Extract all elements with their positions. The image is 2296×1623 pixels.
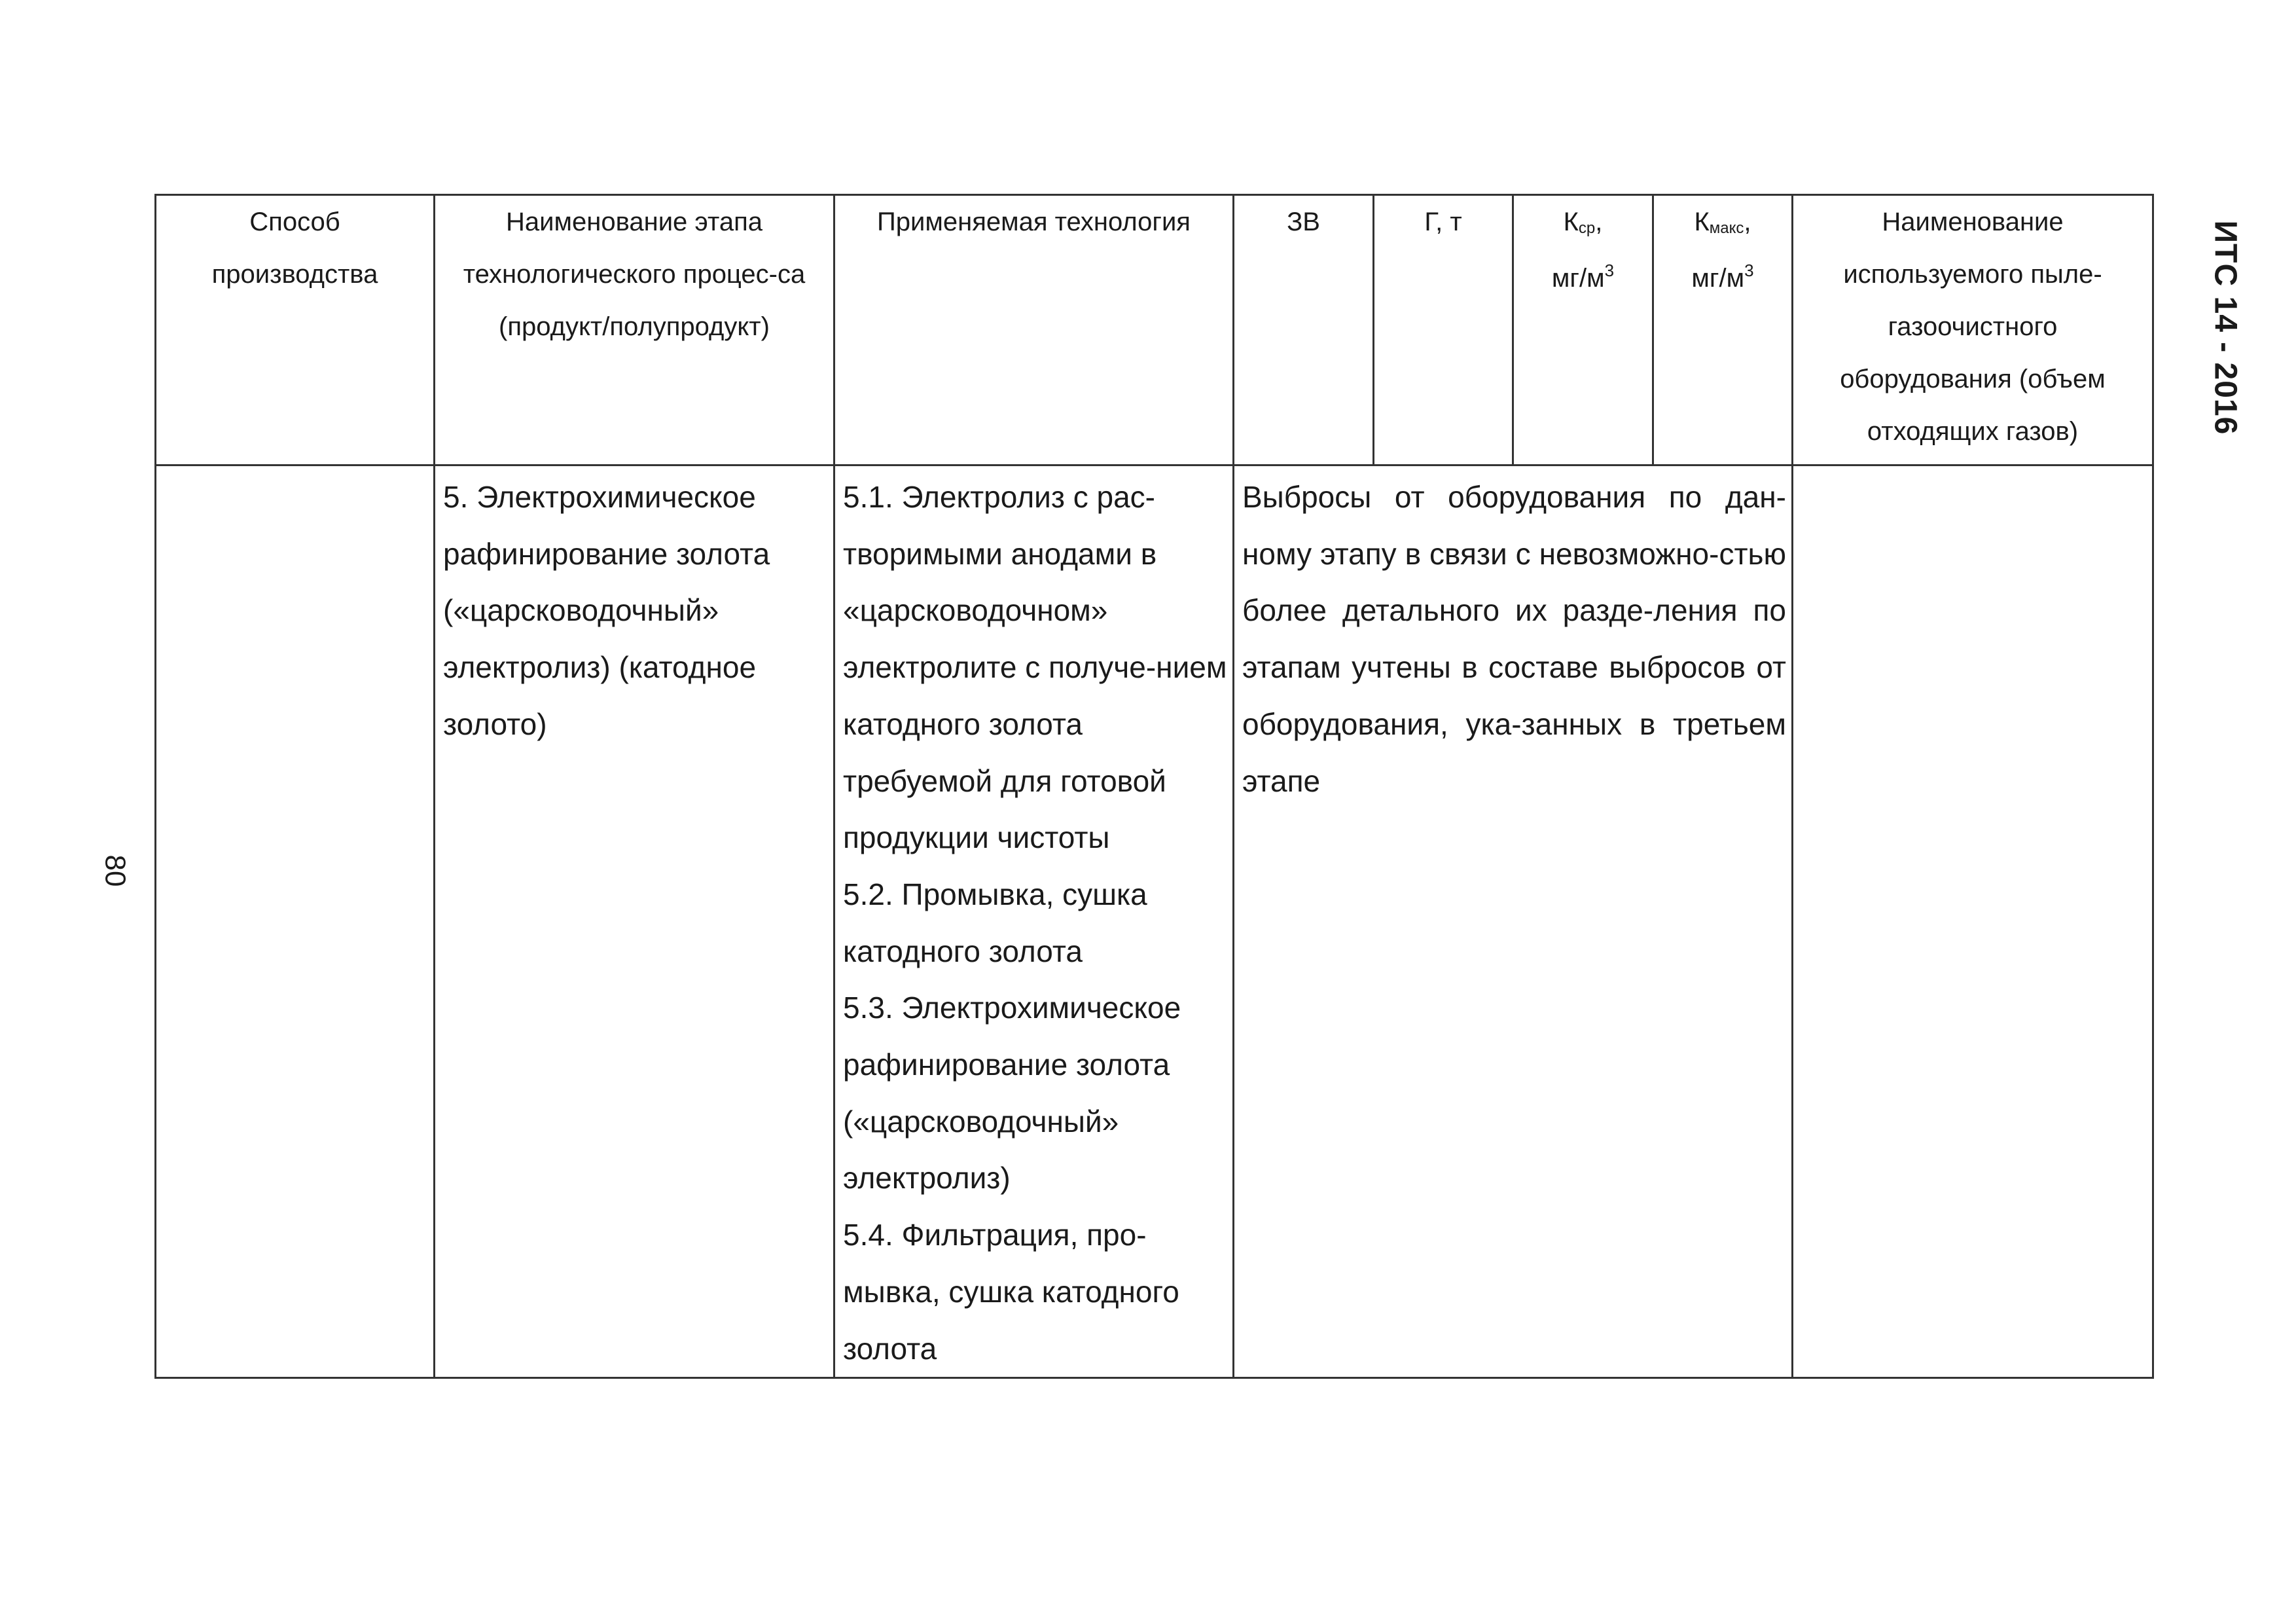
cell-stage-text: 5. Электрохимическое рафинирование золота («царсководочный» электролиз) (катодное золото)	[443, 480, 770, 741]
c-avg-symbol: К	[1563, 208, 1579, 236]
page-number	[85, 838, 144, 903]
c-avg-unit: мг/м	[1551, 264, 1605, 293]
header-method-text: Способ производства	[211, 208, 378, 289]
header-c-max	[1653, 195, 1793, 465]
cell-method-text	[156, 466, 433, 469]
technology-item: 5.3. Электрохимическое рафинирование золота («царсководочный» электролиз)	[843, 991, 1181, 1195]
header-equipment	[1793, 195, 2153, 465]
header-pollutant-text: ЗВ	[1287, 208, 1320, 236]
document-code	[2173, 190, 2278, 465]
technology-item: 5.1. Электролиз с рас-творимыми анодами в «царсководочном» электролите с получе-нием катодного золота требуемой для готовой продукции чистоты	[843, 480, 1227, 855]
c-max-superscript: 3	[1744, 261, 1754, 280]
header-mass-text: Г, т	[1424, 208, 1462, 236]
technology-item: 5.4. Фильтрация, про-мывка, сушка катодного золота	[843, 1218, 1179, 1366]
cell-equipment-text	[1793, 466, 2152, 469]
header-pollutant	[1234, 195, 1374, 465]
cell-technology	[834, 465, 1234, 1378]
c-max-subscript: макс	[1709, 219, 1744, 237]
document-code-text: ИТС 14 - 2016	[2208, 220, 2243, 435]
cell-method	[156, 465, 435, 1378]
header-c-avg	[1513, 195, 1653, 465]
header-stage	[435, 195, 834, 465]
header-method	[156, 195, 435, 465]
c-avg-subscript: ср	[1578, 219, 1596, 237]
page-number-text: 80	[98, 854, 131, 887]
cell-technology-list	[835, 466, 1232, 1377]
table-header-row	[156, 195, 2153, 465]
emissions-table	[154, 194, 2154, 1379]
c-avg-superscript: 3	[1604, 261, 1615, 280]
table-row	[156, 465, 2153, 1378]
emissions-note-text: Выбросы от оборудования по дан-ному этапу в связи с невозможно-стью более детального их разде-ления по этапам учтены в составе выбросов от оборудования, ука-занных в третьем этапе	[1242, 480, 1786, 798]
c-max-unit: мг/м	[1691, 264, 1745, 293]
header-technology-text: Применяемая технология	[877, 208, 1191, 236]
cell-emissions-note	[1234, 465, 1793, 1378]
header-equipment-text: Наименование используемого пыле-газоочистного оборудования (объем отходящих газов)	[1840, 208, 2106, 446]
header-c-max-text: $К_{макс}$, $мг/м^3$	[1691, 208, 1754, 293]
header-c-avg-text: $К_{ср}$, $мг/м^3$	[1551, 208, 1615, 293]
cell-stage	[435, 465, 834, 1378]
header-stage-text: Наименование этапа технологического процес-са (продукт/полупродукт)	[463, 208, 806, 341]
header-technology	[834, 195, 1234, 465]
c-max-symbol: К	[1694, 208, 1710, 236]
cell-equipment	[1793, 465, 2153, 1378]
technology-item: 5.2. Промывка, сушка катодного золота	[843, 877, 1147, 968]
header-mass	[1374, 195, 1513, 465]
